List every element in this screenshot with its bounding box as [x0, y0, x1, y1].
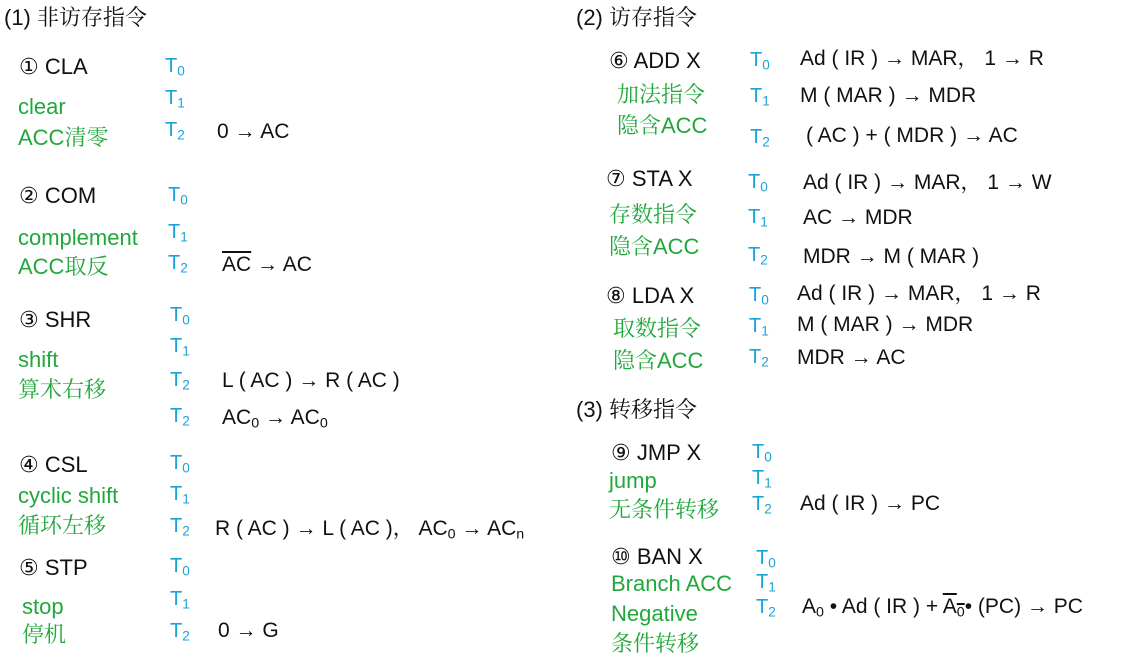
t-label: $T_0$: [748, 171, 768, 195]
instr-name-ban: ⑩ BAN X: [611, 544, 703, 569]
arrow-icon: →: [257, 253, 279, 276]
t-label: $T_0$: [168, 184, 188, 208]
arrow-icon: →: [264, 406, 286, 429]
t-label: $T_2$: [170, 515, 190, 539]
t-label: $T_2$: [168, 252, 188, 276]
t-label: $T_1$: [170, 483, 190, 507]
t-label: $T_0$: [749, 284, 769, 308]
arrow-icon: →: [962, 124, 984, 147]
micro-op: Ad ( IR ) → MAR， 1 → R: [800, 47, 1044, 70]
arrow-icon: →: [998, 282, 1020, 305]
t-label: $T_0$: [170, 452, 190, 476]
instr-name-add: ⑥ ADD X: [609, 48, 701, 73]
t-label: $T_1$: [170, 588, 190, 612]
instr-desc-com-2: ACC取反: [18, 254, 109, 279]
t-label: $T_0$: [750, 49, 770, 73]
t-label: $T_2$: [165, 119, 185, 143]
micro-op: AC → MDR: [803, 206, 913, 229]
micro-op: $\overline{AC}$ → AC: [222, 253, 312, 276]
micro-op: Ad ( IR ) → MAR， 1 → W: [803, 171, 1052, 194]
micro-op: $A_0$ • Ad ( IR ) + $A_0•$ (PC) → PC: [802, 595, 1083, 621]
arrow-icon: →: [298, 369, 320, 392]
instr-name-stp: ⑤ STP: [19, 555, 88, 580]
arrow-icon: →: [898, 313, 920, 336]
micro-op: MDR → M ( MAR ): [803, 245, 980, 268]
instr-desc-shr-1: shift: [18, 347, 59, 372]
micro-op: 0 → G: [218, 619, 279, 642]
instr-desc-stp-2: 停机: [22, 622, 67, 647]
t-label: $T_2$: [170, 620, 190, 644]
instr-desc-cla-1: clear: [18, 94, 66, 119]
t-label: $T_2$: [170, 405, 190, 429]
instr-desc-sta-1: 存数指令: [609, 202, 698, 227]
instr-desc-stp-1: stop: [22, 594, 64, 619]
arrow-icon: →: [461, 517, 483, 540]
micro-op: M ( MAR ) → MDR: [800, 84, 977, 107]
micro-op: Ad ( IR ) → MAR， 1 → R: [797, 282, 1041, 305]
instr-name-cla: ① CLA: [19, 54, 88, 79]
t-label: $T_1$: [752, 467, 772, 491]
instr-desc-ban-2: Negative: [611, 601, 698, 626]
micro-op: MDR → AC: [797, 346, 906, 369]
instr-desc-csl-1: cyclic shift: [18, 483, 119, 508]
arrow-icon: →: [1004, 171, 1026, 194]
instr-desc-shr-2: 算术右移: [18, 377, 107, 402]
t-label: $T_1$: [750, 85, 770, 109]
t-label: $T_0$: [170, 304, 190, 328]
arrow-icon: →: [884, 492, 906, 515]
t-label: $T_2$: [756, 596, 776, 620]
instr-desc-sta-2: 隐含ACC: [609, 234, 700, 259]
micro-op: L ( AC ) → R ( AC ): [222, 369, 400, 392]
t-label: $T_1$: [168, 221, 188, 245]
t-label: $T_0$: [756, 547, 776, 571]
instr-name-lda: ⑧ LDA X: [606, 283, 695, 308]
instr-desc-jmp-2: 无条件转移: [609, 497, 720, 522]
instr-desc-csl-2: 循环左移: [18, 513, 107, 538]
instr-desc-ban-1: Branch ACC: [611, 571, 733, 596]
micro-op: 0 → AC: [217, 120, 290, 143]
micro-op: M ( MAR ) → MDR: [797, 313, 974, 336]
t-label: $T_1$: [748, 206, 768, 230]
instr-desc-add-1: 加法指令: [617, 82, 706, 107]
section-title-memory: (2) 访存指令: [576, 5, 698, 30]
arrow-icon: →: [887, 171, 909, 194]
t-label: $T_2$: [749, 346, 769, 370]
t-label: $T_2$: [750, 126, 770, 150]
micro-op: R ( AC ) → L ( AC )， $AC_0 \to AC_n$: [215, 517, 525, 543]
instr-desc-ban-3: 条件转移: [611, 631, 700, 656]
t-label: $T_1$: [756, 571, 776, 595]
arrow-icon: →: [295, 517, 317, 540]
arrow-icon: →: [884, 47, 906, 70]
t-label: $T_0$: [752, 441, 772, 465]
t-label: $T_2$: [752, 493, 772, 517]
arrow-icon: →: [234, 120, 256, 143]
section-title-branch: (3) 转移指令: [576, 397, 698, 422]
arrow-icon: →: [1026, 595, 1048, 618]
instr-name-jmp: ⑨ JMP X: [611, 440, 702, 465]
arrow-icon: →: [838, 206, 860, 229]
t-label: $T_1$: [170, 335, 190, 359]
t-label: $T_1$: [749, 315, 769, 339]
micro-op: Ad ( IR ) → PC: [800, 492, 941, 515]
arrow-icon: →: [850, 346, 872, 369]
arrow-icon: →: [856, 245, 878, 268]
instr-desc-jmp-1: jump: [609, 468, 657, 493]
micro-op: $AC_0 \to AC_0$: [222, 406, 328, 432]
arrow-icon: →: [901, 84, 923, 107]
section-title-non-memory: (1) 非访存指令: [4, 5, 148, 30]
instr-desc-com-1: complement: [18, 225, 138, 250]
t-label: $T_2$: [748, 244, 768, 268]
arrow-icon: →: [1001, 47, 1023, 70]
instr-name-csl: ④ CSL: [19, 452, 88, 477]
instr-name-sta: ⑦ STA X: [606, 166, 693, 191]
t-label: $T_0$: [170, 555, 190, 579]
micro-op: ( AC ) + ( MDR ) → AC: [806, 124, 1018, 147]
t-label: $T_0$: [165, 55, 185, 79]
instr-desc-lda-1: 取数指令: [613, 316, 702, 341]
t-label: $T_2$: [170, 369, 190, 393]
arrow-icon: →: [881, 282, 903, 305]
instr-name-shr: ③ SHR: [19, 307, 92, 332]
arrow-icon: →: [235, 619, 257, 642]
t-label: $T_1$: [165, 87, 185, 111]
instr-name-com: ② COM: [19, 183, 97, 208]
instr-desc-add-2: 隐含ACC: [617, 113, 708, 138]
instr-desc-lda-2: 隐含ACC: [613, 348, 704, 373]
instr-desc-cla-2: ACC清零: [18, 125, 109, 150]
